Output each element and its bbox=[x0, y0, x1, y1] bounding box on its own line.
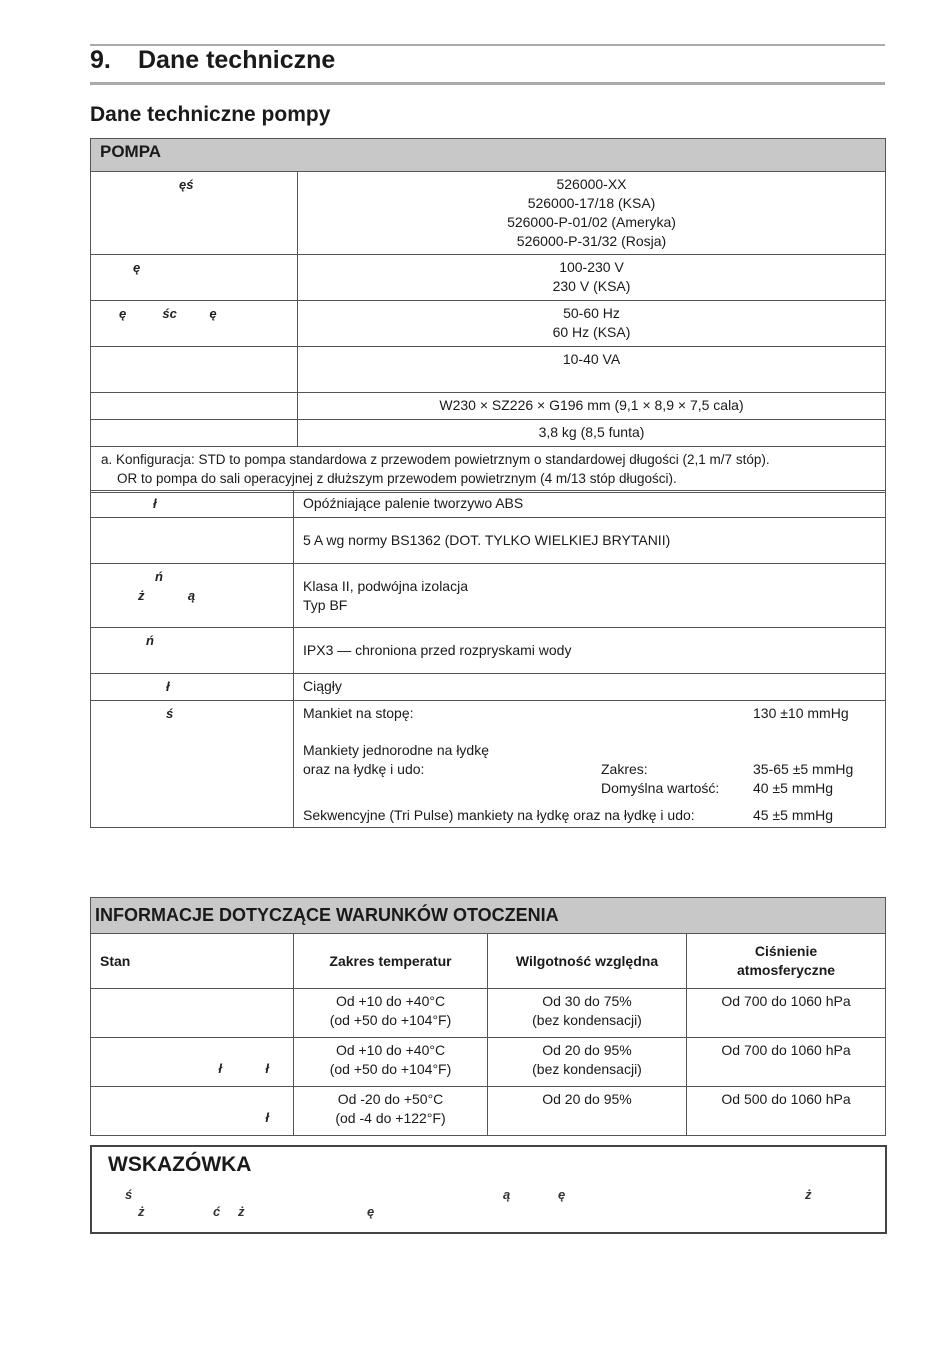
column-header-row bbox=[91, 934, 886, 989]
table-row bbox=[91, 518, 886, 564]
table-row bbox=[91, 347, 886, 393]
value-line: 100-230 V bbox=[559, 259, 624, 275]
default-value: 40 ±5 mmHg bbox=[753, 780, 834, 796]
sequential-cuff-label: Sekwencyjne (Tri Pulse) mankiety na łydkę oraz na łydkę i udo: bbox=[303, 807, 695, 823]
value-line: (od -4 do +122°F) bbox=[335, 1110, 446, 1126]
calf-cuff-label-2: oraz na łydkę i udo: bbox=[303, 761, 425, 777]
row-label: ś bbox=[91, 701, 294, 828]
temperature-cell bbox=[294, 1087, 488, 1136]
temperature-cell bbox=[294, 1038, 488, 1087]
pump-table-header: POMPA bbox=[91, 139, 886, 172]
value-line: Od +10 do +40°C bbox=[335, 993, 446, 1009]
value-line: Od -20 do +50°C bbox=[337, 1091, 444, 1107]
note-box bbox=[90, 1145, 887, 1234]
table-row bbox=[91, 628, 886, 674]
footnote bbox=[91, 447, 886, 493]
section-title-text: Dane techniczne bbox=[138, 46, 336, 74]
value-line: 50-60 Hz bbox=[563, 305, 620, 321]
value-line: Typ BF bbox=[303, 596, 348, 613]
range-label: Zakres: bbox=[601, 761, 648, 777]
value-line: Od 20 do 95% bbox=[542, 1042, 632, 1058]
pump-table-details bbox=[90, 490, 886, 828]
note-text-fragment: ę bbox=[367, 1204, 375, 1219]
note-text-fragment: ż bbox=[138, 1204, 145, 1219]
pressure-cell: Od 500 do 1060 hPa bbox=[687, 1087, 886, 1136]
note-text-fragment: ą bbox=[503, 1187, 511, 1202]
value-line: (od +50 do +104°F) bbox=[329, 1012, 452, 1028]
value-line: 526000-17/18 (KSA) bbox=[527, 195, 656, 211]
row-label: ł bbox=[91, 1087, 294, 1136]
temperature-cell bbox=[294, 989, 488, 1038]
note-text-fragment: ś bbox=[125, 1187, 133, 1202]
row-label bbox=[91, 564, 294, 628]
value-line: 526000-XX bbox=[556, 176, 627, 192]
footnote-line: OR to pompa do sali operacyjnej z dłuższym przewodem powietrznym (4 m/13 stóp długości). bbox=[117, 471, 677, 486]
foot-cuff-label: Mankiet na stopę: bbox=[303, 705, 414, 721]
row-value bbox=[294, 564, 886, 628]
default-label: Domyślna wartość: bbox=[601, 780, 720, 796]
column-header: Zakres temperatur bbox=[294, 934, 488, 989]
row-value: Ciągły bbox=[294, 674, 886, 701]
table-row bbox=[91, 301, 886, 347]
row-value: 3,8 kg (8,5 funta) bbox=[298, 420, 886, 447]
column-header: Stan bbox=[91, 934, 294, 989]
sequential-cuff-value: 45 ±5 mmHg bbox=[753, 807, 834, 823]
humidity-cell bbox=[488, 989, 687, 1038]
row-value: W230 × SZ226 × G196 mm (9,1 × 8,9 × 7,5 cala) bbox=[298, 393, 886, 420]
section-title bbox=[90, 46, 335, 75]
row-label: ę śc ę bbox=[91, 301, 298, 347]
row-value: Opóźniające palenie tworzywo ABS bbox=[294, 491, 886, 518]
table-row bbox=[91, 255, 886, 301]
calf-cuff-label: Mankiety jednorodne na łydkę bbox=[303, 742, 490, 758]
table-row bbox=[91, 674, 886, 701]
pressure-cell: Od 700 do 1060 hPa bbox=[687, 989, 886, 1038]
value-line: Od 20 do 95% bbox=[542, 1091, 632, 1107]
table-row bbox=[91, 1087, 886, 1136]
row-label bbox=[91, 518, 294, 564]
table-row bbox=[91, 491, 886, 518]
note-text-fragment: ć bbox=[213, 1204, 221, 1219]
humidity-cell bbox=[488, 1087, 687, 1136]
row-value: 5 A wg normy BS1362 (DOT. TYLKO WIELKIEJ BRYTANII) bbox=[294, 518, 886, 564]
foot-cuff-value: 130 ±10 mmHg bbox=[753, 705, 849, 721]
row-value: 10-40 VA bbox=[298, 347, 886, 393]
row-value bbox=[298, 301, 886, 347]
value-line: 60 Hz (KSA) bbox=[552, 324, 631, 340]
row-value: IPX3 — chroniona przed rozpryskami wody bbox=[294, 628, 886, 674]
environment-table-header: INFORMACJE DOTYCZĄCE WARUNKÓW OTOCZENIA bbox=[91, 898, 886, 934]
table-row bbox=[91, 172, 886, 255]
subtitle: Dane techniczne pompy bbox=[90, 103, 331, 126]
row-value bbox=[298, 172, 886, 255]
row-label bbox=[91, 347, 298, 393]
column-header: Ciśnienie atmosferyczne bbox=[687, 934, 886, 989]
row-label: ł bbox=[91, 491, 294, 518]
note-text-fragment: ż bbox=[238, 1204, 245, 1219]
label-line: ż ą bbox=[138, 588, 196, 603]
value-line: 526000-P-01/02 (Ameryka) bbox=[507, 214, 676, 230]
value-line: (bez kondensacji) bbox=[532, 1061, 642, 1077]
column-header: Wilgotność względna bbox=[488, 934, 687, 989]
range-value: 35-65 ±5 mmHg bbox=[753, 761, 854, 777]
humidity-cell bbox=[488, 1038, 687, 1087]
table-row bbox=[91, 564, 886, 628]
pressure-row bbox=[91, 701, 886, 828]
pressure-cell: Od 700 do 1060 hPa bbox=[687, 1038, 886, 1087]
row-label bbox=[91, 393, 298, 420]
value-line: (bez kondensacji) bbox=[532, 1012, 642, 1028]
table-row bbox=[91, 393, 886, 420]
section-number: 9. bbox=[90, 46, 111, 74]
value-line: Od +10 do +40°C bbox=[335, 1042, 446, 1058]
note-text-fragment: ę bbox=[558, 1187, 566, 1202]
pressure-values bbox=[294, 701, 886, 828]
table-row bbox=[91, 1038, 886, 1087]
footnote-row bbox=[91, 447, 886, 493]
value-line: Od 30 do 75% bbox=[542, 993, 632, 1009]
row-label: ę bbox=[91, 255, 298, 301]
label-line: ń bbox=[155, 569, 163, 584]
environment-table bbox=[90, 897, 886, 1136]
row-label bbox=[91, 420, 298, 447]
note-text-fragment: ż bbox=[805, 1187, 812, 1202]
row-label bbox=[91, 989, 294, 1038]
value-line: Klasa II, podwójna izolacja bbox=[303, 577, 468, 594]
value-line: (od +50 do +104°F) bbox=[329, 1061, 452, 1077]
pump-table bbox=[90, 138, 886, 493]
title-underline bbox=[90, 82, 885, 85]
row-label: ł ł bbox=[91, 1038, 294, 1087]
value-line: 230 V (KSA) bbox=[552, 278, 631, 294]
table-row bbox=[91, 989, 886, 1038]
row-label: ń bbox=[91, 628, 294, 674]
footnote-line: a. Konfiguracja: STD to pompa standardowa z przewodem powietrznym o standardowej długości (2,1 m/7 stóp). bbox=[101, 452, 770, 467]
row-label: ł bbox=[91, 674, 294, 701]
row-value bbox=[298, 255, 886, 301]
value-line: 526000-P-31/32 (Rosja) bbox=[516, 233, 667, 249]
row-label: ęś bbox=[91, 172, 298, 255]
note-title: WSKAZÓWKA bbox=[108, 1153, 252, 1176]
table-row bbox=[91, 420, 886, 447]
